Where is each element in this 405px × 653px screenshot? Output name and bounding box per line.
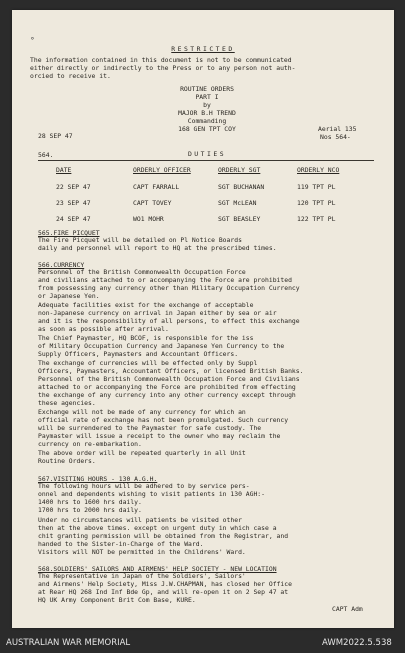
body-line: daily and personnel will report to HQ at the prescribed times.	[38, 244, 277, 252]
column-header: ORDERLY SGT	[218, 166, 261, 174]
body-line: 1400 hrs to 1600 hrs daily.	[38, 498, 142, 506]
column-header: ORDERLY OFFICER	[133, 166, 191, 174]
body-line: and Airmens' Help Society, Miss J.W.CHAPMAN, has closed her Office	[38, 580, 292, 588]
body-line: Officers, Paymasters, Accountant Officers, or licensed British Banks.	[38, 367, 304, 375]
unit-name: 168 GEN TPT COY	[178, 125, 236, 133]
table-cell: 119 TPT PL	[297, 183, 336, 191]
table-cell: SGT BEASLEY	[218, 215, 261, 223]
body-line: Routine Orders.	[38, 457, 96, 465]
section-number: 564.	[38, 151, 54, 159]
table-cell: SGT McLEAN	[218, 199, 257, 207]
body-line: Supply Officers, Paymasters and Accountant Officers.	[38, 350, 239, 358]
divider	[38, 160, 374, 161]
body-line: will be surrendered to the Paymaster for safe custody. The	[38, 424, 262, 432]
punch-mark: °	[30, 36, 35, 45]
section-heading: 568.SOLDIERS' SAILORS AND AIRMENS' HELP SOCIETY - NEW LOCATION	[38, 565, 277, 573]
body-line: Paymaster will issue a receipt to the owner who may reclaim the	[38, 432, 281, 440]
body-line: The Representative in Japan of the Soldiers', Sailors'	[38, 572, 246, 580]
body-line: or Japanese Yen.	[38, 292, 100, 300]
orders-by: by	[203, 101, 211, 109]
aerial-number: Aerial 135	[318, 125, 357, 133]
signature-block: CAPT Adm	[332, 605, 363, 613]
notice-line: The information contained in this document is not to be communicated	[30, 56, 292, 64]
body-line: attached to or accompanying the Force are prohibited from effecting	[38, 383, 296, 391]
body-line: Personnel of the British Commonwealth Occupation Force	[38, 268, 246, 276]
table-cell: CAPT TOVEY	[133, 199, 172, 207]
orders-title: ROUTINE ORDERS	[180, 85, 234, 93]
body-line: of Military Occupation Currency and Japanese Yen Currency to the	[38, 342, 285, 350]
order-numbers: Nos 564-	[320, 133, 351, 141]
archive-reference: AWM2022.5.538	[322, 638, 392, 648]
body-line: chit granting permission will be obtained from the Registrar, and	[38, 532, 289, 540]
body-line: at Rear HQ 268 Ind Inf Bde Gp, and will re-open it on 2 Sep 47 at	[38, 588, 289, 596]
body-line: 1700 hrs to 2000 hrs daily.	[38, 506, 142, 514]
body-line: Exchange will not be made of any currency for which an	[38, 408, 246, 416]
table-cell: 22 SEP 47	[56, 183, 91, 191]
archive-name: AUSTRALIAN WAR MEMORIAL	[6, 638, 131, 648]
table-cell: 23 SEP 47	[56, 199, 91, 207]
body-line: The following hours will be adhered to by service pers-	[38, 482, 250, 490]
body-line: non-Japanese currency on arrival in Japan either by sea or air	[38, 309, 277, 317]
document-page	[12, 10, 394, 628]
body-line: Visitors will NOT be permitted in the Childrens' Ward.	[38, 548, 246, 556]
table-cell: WO1 MOHR	[133, 215, 164, 223]
body-line: onnel and dependents wishing to visit patients in 130 AGH:-	[38, 490, 266, 498]
table-cell: SGT BUCHANAN	[218, 183, 265, 191]
commander-name: MAJOR B.H TREND	[178, 109, 236, 117]
column-header: DATE	[56, 166, 72, 174]
body-line: Under no circumstances will patients be visited other	[38, 516, 242, 524]
body-line: and civilians attached to or accompanying the Force are prohibited	[38, 276, 292, 284]
archive-footer	[0, 633, 405, 653]
commanding-label: Commanding	[187, 117, 227, 125]
table-cell: 122 TPT PL	[297, 215, 336, 223]
section-heading: 567.VISITING HOURS - 130 A.G.H.	[38, 475, 158, 483]
duties-heading: DUTIES	[187, 150, 227, 158]
body-line: The exchange of currencies will be effected only by Suppl	[38, 359, 258, 367]
body-line: as soon as possible after arrival.	[38, 325, 169, 333]
body-line: from possessing any currency other than Military Occupation Currency	[38, 284, 300, 292]
section-heading: 565.FIRE PICQUET	[38, 229, 100, 237]
body-line: then at the above times. except on urgent duty in which case a	[38, 524, 277, 532]
order-date: 28 SEP 47	[38, 132, 73, 140]
notice-line: either directly or indirectly to the Press or to any person not auth-	[30, 64, 296, 72]
body-line: and it is the responsibility of all persons, to effect this exchange	[38, 317, 300, 325]
orders-part: PART I	[195, 93, 219, 101]
table-cell: CAPT FARRALL	[133, 183, 180, 191]
body-line: currency on re-embarkation.	[38, 440, 142, 448]
body-line: The Fire Picquet will be detailed on Pl Notice Boards	[38, 236, 242, 244]
column-header: ORDERLY NCO	[297, 166, 340, 174]
table-cell: 24 SEP 47	[56, 215, 91, 223]
notice-line: orcied to receive it.	[30, 72, 111, 80]
section-heading: 566.CURRENCY	[38, 261, 85, 269]
body-line: The Chief Paymaster, HQ BCOF, is responsible for the iss	[38, 334, 254, 342]
classification-heading: RESTRICTED	[171, 45, 235, 53]
body-line: Adequate facilities exist for the exchange of acceptable	[38, 301, 254, 309]
table-cell: 120 TPT PL	[297, 199, 336, 207]
body-line: handed to the Sister-in-Charge of the Ward.	[38, 540, 204, 548]
body-line: The above order will be repeated quarterly in all Unit	[38, 449, 246, 457]
body-line: HQ UK Army Component Brit Com Base, KURE.	[38, 596, 196, 604]
body-line: the exchange of any currency into any other currency except through	[38, 391, 296, 399]
body-line: official rate of exchange has not been promulgated. Such currency	[38, 416, 289, 424]
body-line: Personnel of the British Commonwealth Occupation Force and Civilians	[38, 375, 300, 383]
body-line: these agencies.	[38, 399, 96, 407]
